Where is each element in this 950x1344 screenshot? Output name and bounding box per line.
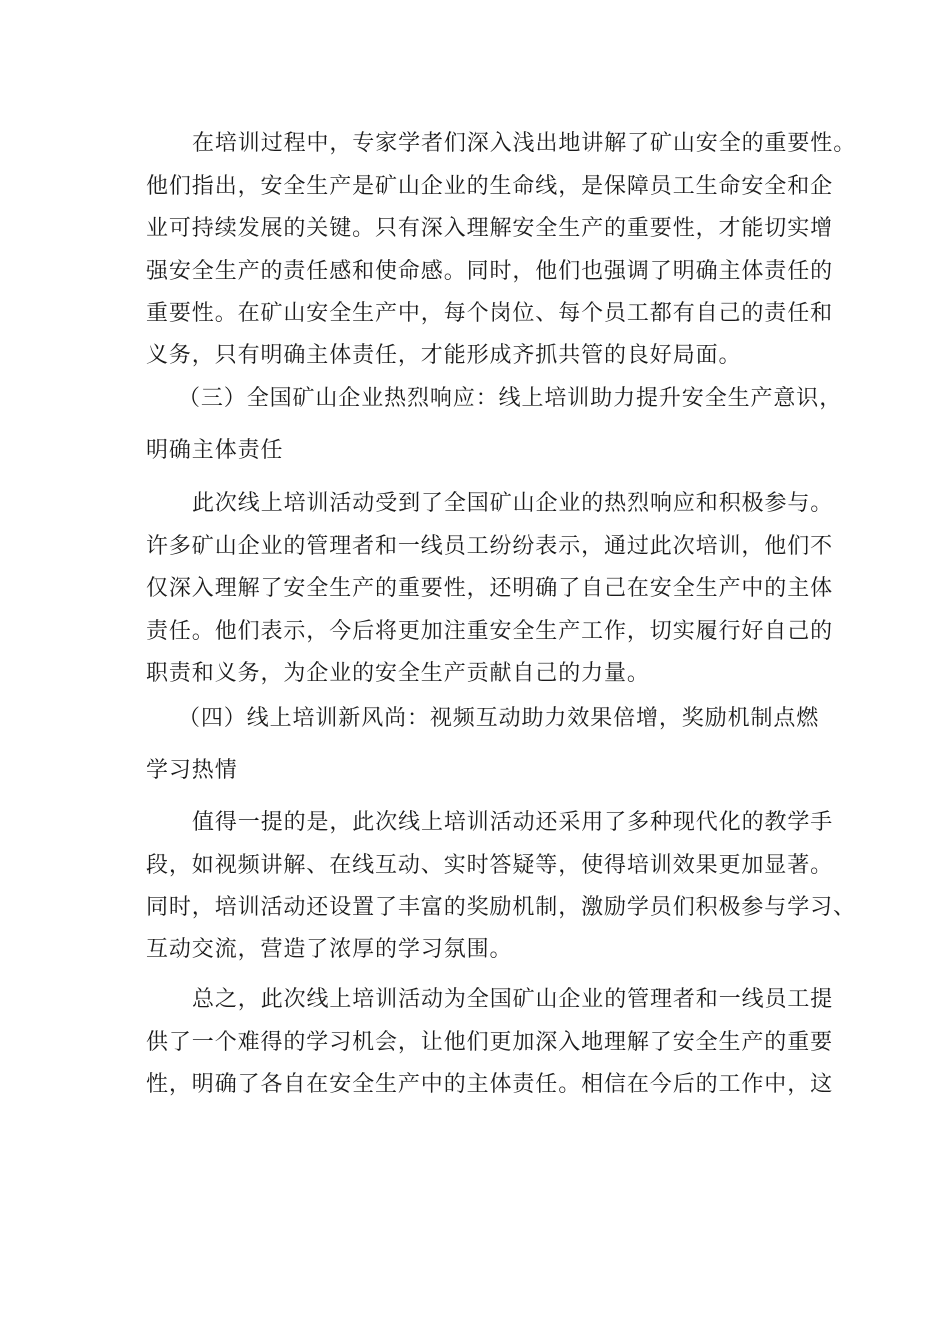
paragraph-line: 在培训过程中，专家学者们深入浅出地讲解了矿山安全的重要性。	[192, 131, 857, 156]
heading-line: 学习热情	[146, 758, 238, 783]
paragraph-line: 同时，培训活动还设置了丰富的奖励机制，激励学员们积极参与学习、	[146, 895, 856, 920]
paragraph-line: 仅深入理解了安全生产的重要性，还明确了自己在安全生产中的主体	[146, 576, 834, 601]
heading-line: （四）线上培训新风尚：视频互动助力效果倍增，奖励机制点燃	[178, 706, 820, 731]
heading-line: （三）全国矿山企业热烈响应：线上培训助力提升安全生产意识，	[178, 386, 843, 411]
paragraph-line: 互动交流，营造了浓厚的学习氛围。	[146, 937, 513, 962]
paragraph-line: 供了一个难得的学习机会，让他们更加深入地理解了安全生产的重要	[146, 1030, 834, 1055]
paragraph-line: 责任。他们表示，今后将更加注重安全生产工作，切实履行好自己的	[146, 619, 834, 644]
paragraph-line: 业可持续发展的关键。只有深入理解安全生产的重要性，才能切实增	[146, 216, 834, 241]
paragraph-line: 此次线上培训活动受到了全国矿山企业的热烈响应和积极参与。	[192, 491, 834, 516]
paragraph-line: 段，如视频讲解、在线互动、实时答疑等，使得培训效果更加显著。	[146, 853, 834, 878]
paragraph-line: 职责和义务，为企业的安全生产贡献自己的力量。	[146, 661, 650, 686]
heading-line: 明确主体责任	[146, 438, 284, 463]
paragraph-line: 他们指出，安全生产是矿山企业的生命线，是保障员工生命安全和企	[146, 174, 834, 199]
paragraph-line: 总之，此次线上培训活动为全国矿山企业的管理者和一线员工提	[192, 987, 834, 1012]
paragraph-line: 义务，只有明确主体责任，才能形成齐抓共管的良好局面。	[146, 343, 742, 368]
paragraph-line: 许多矿山企业的管理者和一线员工纷纷表示，通过此次培训，他们不	[146, 534, 834, 559]
paragraph-line: 值得一提的是，此次线上培训活动还采用了多种现代化的教学手	[192, 810, 834, 835]
paragraph-line: 强安全生产的责任感和使命感。同时，他们也强调了明确主体责任的	[146, 259, 834, 284]
paragraph-line: 重要性。在矿山安全生产中，每个岗位、每个员工都有自己的责任和	[146, 301, 834, 326]
paragraph-line: 性，明确了各自在安全生产中的主体责任。相信在今后的工作中，这	[146, 1072, 834, 1097]
